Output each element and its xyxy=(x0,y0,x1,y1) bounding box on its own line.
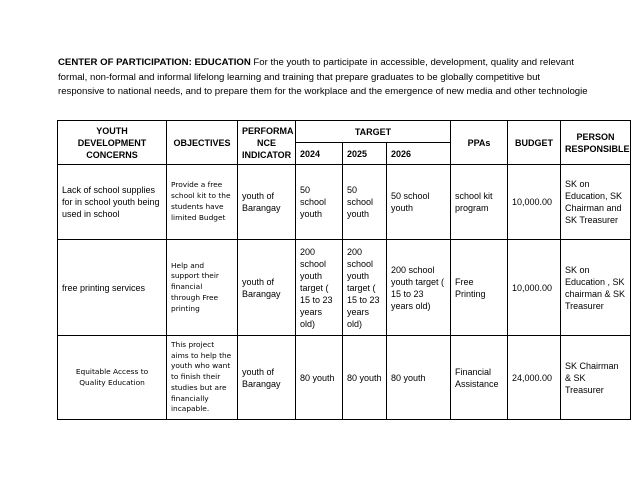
row-budget: 10,000.00 xyxy=(508,165,561,240)
row-ppa: Free Printing xyxy=(451,240,508,336)
header-year-2026: 2026 xyxy=(387,143,451,165)
table-row xyxy=(58,336,631,420)
row-target-2026: 50 school youth xyxy=(387,165,451,240)
row-target-2026: 200 school youth target ( 15 to 23 years old) xyxy=(387,240,451,336)
row-target-2026: 80 youth xyxy=(387,336,451,420)
row-target-2024: 80 youth xyxy=(296,336,343,420)
header-indicator: PERFORMA NCE INDICATOR xyxy=(238,121,296,165)
header-person: PERSON RESPONSIBLE xyxy=(561,121,631,165)
header-concerns: YOUTH DEVELOPMENT CONCERNS xyxy=(58,121,167,165)
header-ppas: PPAs xyxy=(451,121,508,165)
row-target-2024: 50 school youth xyxy=(296,165,343,240)
header-budget: BUDGET xyxy=(508,121,561,165)
row-target-2025: 200 school youth target ( 15 to 23 years old) xyxy=(343,240,387,336)
row-target-2024: 200 school youth target ( 15 to 23 years old) xyxy=(296,240,343,336)
row-ppa: Financial Assistance xyxy=(451,336,508,420)
row-concern: free printing services xyxy=(58,240,167,336)
row-objective: Help and support their financial through Free printing xyxy=(167,240,238,336)
header-year-2025: 2025 xyxy=(343,143,387,165)
table-row xyxy=(58,240,631,336)
row-indicator: youth of Barangay xyxy=(238,240,296,336)
row-budget: 24,000.00 xyxy=(508,336,561,420)
header-objectives: OBJECTIVES xyxy=(167,121,238,165)
row-budget: 10,000.00 xyxy=(508,240,561,336)
header-target: TARGET xyxy=(296,121,451,143)
row-target-2025: 50 school youth xyxy=(343,165,387,240)
intro-heading: CENTER OF PARTICIPATION: EDUCATION xyxy=(58,57,251,68)
row-ppa: school kit program xyxy=(451,165,508,240)
table-row xyxy=(58,165,631,240)
education-plan-table xyxy=(57,120,631,420)
row-person: SK on Education , SK chairman & SK Treasurer xyxy=(561,240,631,336)
header-row xyxy=(58,121,631,143)
row-concern: Lack of school supplies for in school youth being used in school xyxy=(58,165,167,240)
intro-text: For the youth to participate in accessible, development, quality and relevant formal, non-formal and informal lifelong learning and training that prepare graduates to be globally competitive but responsive to national needs, and to prepare them for the workplace and the emergence of new media and other technologie xyxy=(58,57,588,97)
row-indicator: youth of Barangay xyxy=(238,165,296,240)
row-objective: This project aims to help the youth who want to finish their studies but are financially incapable. xyxy=(167,336,238,420)
row-concern: Equitable Access to Quality Education xyxy=(58,336,167,420)
row-person: SK Chairman & SK Treasurer xyxy=(561,336,631,420)
row-person: SK on Education, SK Chairman and SK Treasurer xyxy=(561,165,631,240)
row-indicator: youth of Barangay xyxy=(238,336,296,420)
intro-paragraph xyxy=(58,56,588,100)
row-objective: Provide a free school kit to the students have limited Budget xyxy=(167,165,238,240)
row-target-2025: 80 youth xyxy=(343,336,387,420)
header-year-2024: 2024 xyxy=(296,143,343,165)
